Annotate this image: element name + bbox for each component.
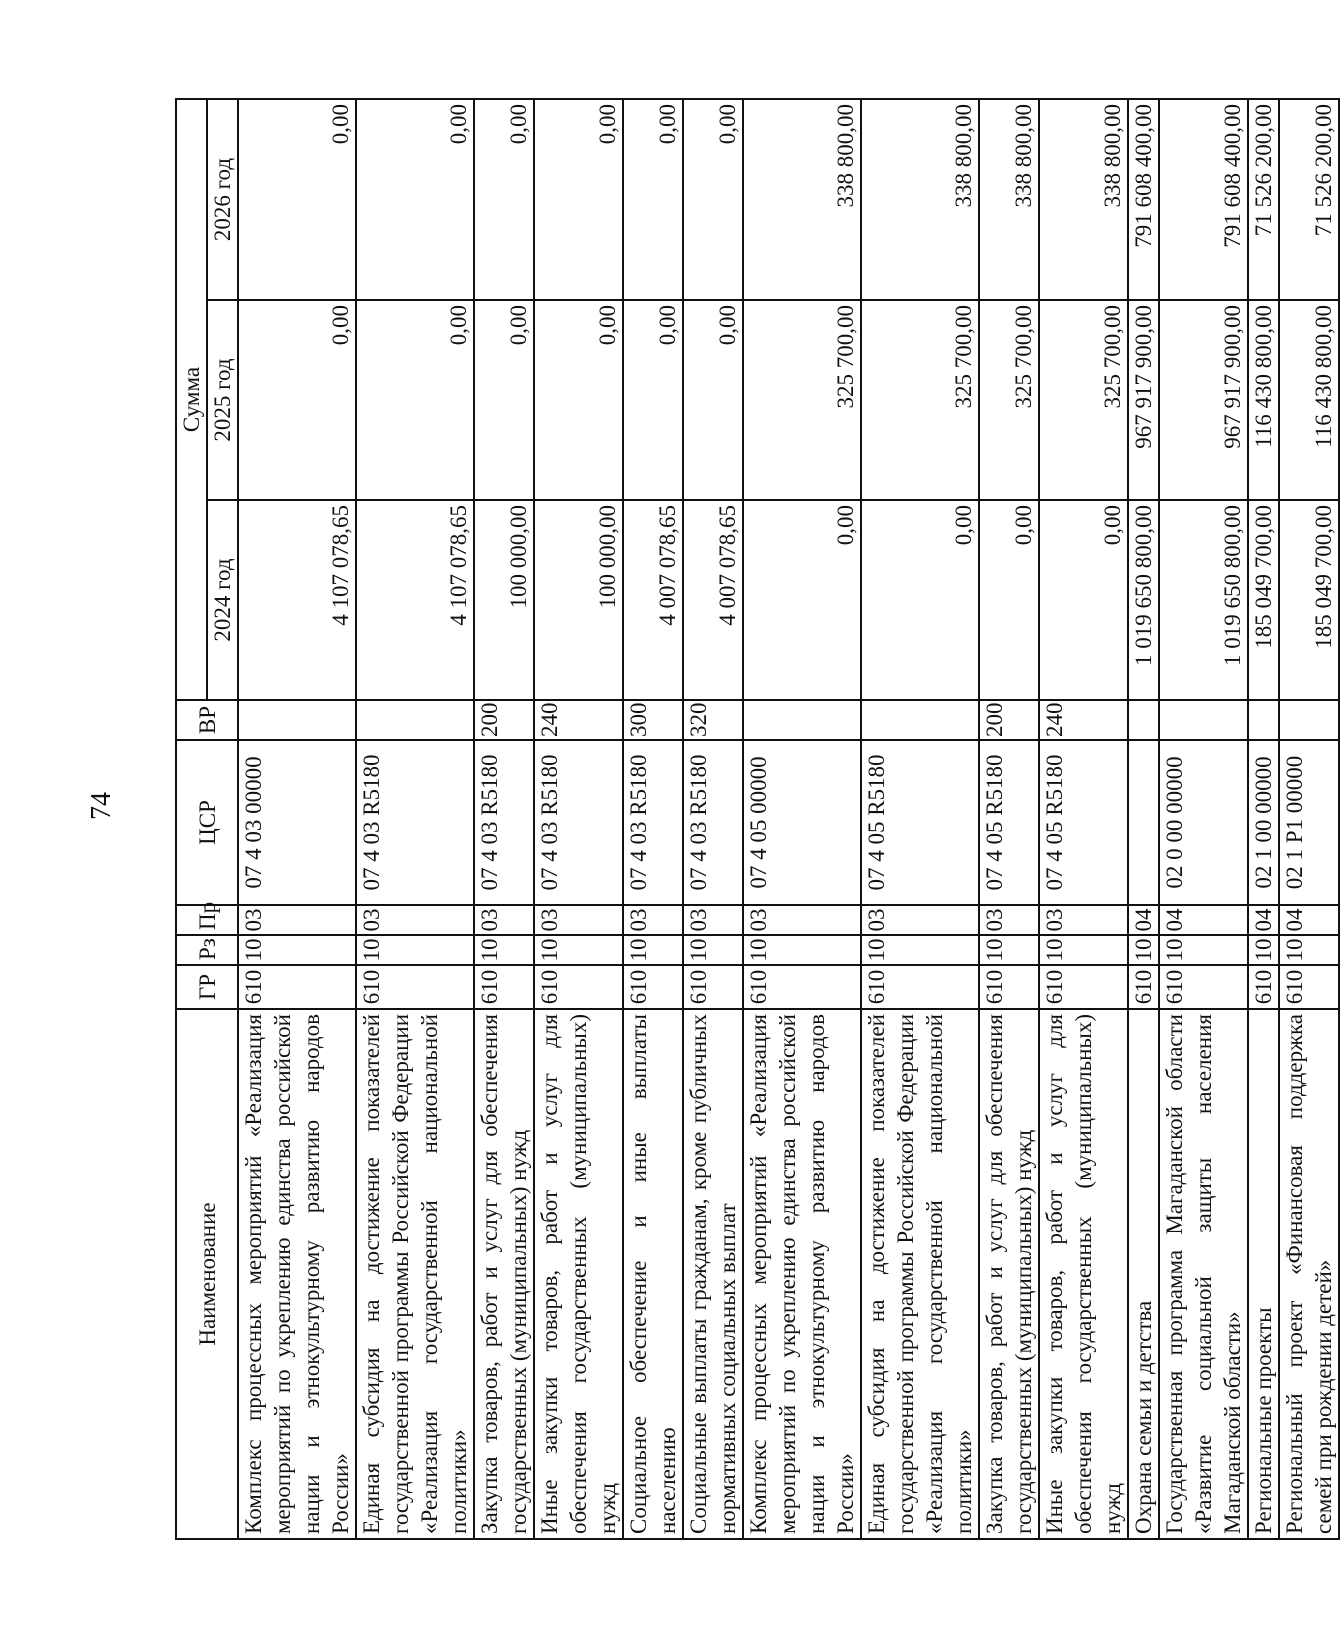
cell-2026: 71 526 200,00 (1248, 99, 1279, 300)
cell-pr: 03 (1039, 905, 1128, 935)
cell-csr: 02 0 00 00000 (1159, 740, 1248, 905)
cell-2026: 791 608 400,00 (1128, 99, 1159, 300)
cell-2025: 116 430 800,00 (1248, 300, 1279, 500)
cell-2026: 338 800,00 (979, 99, 1039, 300)
cell-2024: 0,00 (1039, 500, 1128, 700)
cell-2024: 1 019 650 800,00 (1128, 500, 1159, 700)
cell-name: Иные закупки товаров, работ и услуг для обеспечения государственных (муниципальных) нужд (1039, 1009, 1128, 1539)
cell-csr: 07 4 03 R5180 (356, 740, 474, 905)
cell-vr (1248, 700, 1279, 740)
cell-csr: 07 4 05 R5180 (861, 740, 979, 905)
cell-pr: 03 (743, 905, 861, 935)
cell-gr: 610 (1039, 965, 1128, 1009)
cell-name: Закупка товаров, работ и услуг для обеспечения государственных (муниципальных) нужд (474, 1009, 534, 1539)
cell-2026: 791 608 400,00 (1159, 99, 1248, 300)
cell-rz: 10 (1128, 935, 1159, 965)
cell-2025: 0,00 (474, 300, 534, 500)
cell-csr: 07 4 05 00000 (743, 740, 861, 905)
table-row (1128, 99, 1159, 1539)
cell-pr: 03 (356, 905, 474, 935)
cell-2026: 0,00 (683, 99, 743, 300)
cell-rz: 10 (1159, 935, 1248, 965)
cell-name: Иные закупки товаров, работ и услуг для обеспечения государственных (муниципальных) нужд (534, 1009, 623, 1539)
cell-2024: 0,00 (979, 500, 1039, 700)
cell-csr: 07 4 05 R5180 (979, 740, 1039, 905)
table-row (743, 99, 861, 1539)
cell-rz: 10 (683, 935, 743, 965)
cell-rz: 10 (1279, 935, 1339, 965)
table-row (238, 99, 356, 1539)
cell-pr: 04 (1159, 905, 1248, 935)
table-row (1279, 99, 1339, 1539)
cell-2025: 325 700,00 (743, 300, 861, 500)
header-row-1 (176, 99, 207, 1539)
cell-2025: 0,00 (534, 300, 623, 500)
cell-csr: 02 1 P1 00000 (1279, 740, 1339, 905)
cell-2026: 0,00 (623, 99, 683, 300)
cell-2024: 1 019 650 800,00 (1159, 500, 1248, 700)
cell-name: Государственная программа Магаданской области «Развитие социальной защиты населения Магаданской области» (1159, 1009, 1248, 1539)
cell-rz: 10 (534, 935, 623, 965)
cell-2025: 0,00 (238, 300, 356, 500)
cell-pr: 03 (623, 905, 683, 935)
cell-2026: 0,00 (356, 99, 474, 300)
cell-2024: 4 007 078,65 (623, 500, 683, 700)
cell-vr (238, 700, 356, 740)
cell-pr: 03 (534, 905, 623, 935)
cell-vr (1279, 700, 1339, 740)
cell-2025: 116 430 800,00 (1279, 300, 1339, 500)
cell-2024: 100 000,00 (474, 500, 534, 700)
cell-pr: 04 (1248, 905, 1279, 935)
header-sum: Сумма (176, 99, 207, 700)
table-row (861, 99, 979, 1539)
header-2025: 2025 год (207, 300, 238, 500)
cell-name: Региональный проект «Финансовая поддержка семей при рождении детей» (1279, 1009, 1339, 1539)
cell-name: Социальные выплаты гражданам, кроме публичных нормативных социальных выплат (683, 1009, 743, 1539)
table-row (623, 99, 683, 1539)
cell-2026: 0,00 (238, 99, 356, 300)
table-row (683, 99, 743, 1539)
table-body (238, 99, 1339, 1539)
cell-2026: 0,00 (474, 99, 534, 300)
cell-2025: 325 700,00 (861, 300, 979, 500)
cell-2025: 967 917 900,00 (1128, 300, 1159, 500)
cell-2024: 100 000,00 (534, 500, 623, 700)
cell-name: Единая субсидия на достижение показателей государственной программы Российской Федерации «Реализация государственной национальной политики» (356, 1009, 474, 1539)
table-row (356, 99, 474, 1539)
header-rz: Рз (176, 935, 238, 965)
cell-2025: 967 917 900,00 (1159, 300, 1248, 500)
page-number: 74 (86, 792, 117, 820)
cell-pr: 03 (238, 905, 356, 935)
cell-2024: 0,00 (743, 500, 861, 700)
table-row (1159, 99, 1248, 1539)
cell-name: Охрана семьи и детства (1128, 1009, 1159, 1539)
cell-csr: 07 4 03 R5180 (623, 740, 683, 905)
cell-name: Единая субсидия на достижение показателей государственной программы Российской Федерации «Реализация государственной национальной политики» (861, 1009, 979, 1539)
cell-2025: 0,00 (356, 300, 474, 500)
cell-rz: 10 (979, 935, 1039, 965)
cell-rz: 10 (1039, 935, 1128, 965)
cell-rz: 10 (238, 935, 356, 965)
cell-vr: 300 (623, 700, 683, 740)
cell-csr: 07 4 05 R5180 (1039, 740, 1128, 905)
cell-gr: 610 (1248, 965, 1279, 1009)
cell-csr (1128, 740, 1159, 905)
cell-2026: 338 800,00 (743, 99, 861, 300)
cell-gr: 610 (1128, 965, 1159, 1009)
cell-rz: 10 (356, 935, 474, 965)
cell-pr: 03 (861, 905, 979, 935)
header-pr: Пр (176, 905, 238, 935)
cell-csr: 02 1 00 00000 (1248, 740, 1279, 905)
cell-pr: 03 (979, 905, 1039, 935)
cell-vr (743, 700, 861, 740)
table-row (474, 99, 534, 1539)
cell-csr: 07 4 03 R5180 (474, 740, 534, 905)
cell-2024: 4 107 078,65 (356, 500, 474, 700)
cell-2025: 0,00 (623, 300, 683, 500)
cell-gr: 610 (474, 965, 534, 1009)
cell-gr: 610 (356, 965, 474, 1009)
header-name: Наименование (176, 1009, 238, 1539)
cell-pr: 03 (683, 905, 743, 935)
cell-2026: 71 526 200,00 (1279, 99, 1339, 300)
table-row (1248, 99, 1279, 1539)
cell-vr: 240 (1039, 700, 1128, 740)
cell-vr: 320 (683, 700, 743, 740)
cell-name: Региональные проекты (1248, 1009, 1279, 1539)
cell-rz: 10 (861, 935, 979, 965)
cell-vr: 200 (979, 700, 1039, 740)
cell-name: Закупка товаров, работ и услуг для обеспечения государственных (муниципальных) нужд (979, 1009, 1039, 1539)
cell-pr: 03 (474, 905, 534, 935)
cell-vr: 240 (534, 700, 623, 740)
cell-rz: 10 (474, 935, 534, 965)
budget-table (175, 98, 1340, 1540)
table-row (979, 99, 1039, 1539)
cell-pr: 04 (1128, 905, 1159, 935)
cell-name: Социальное обеспечение и иные выплаты населению (623, 1009, 683, 1539)
header-gr: ГР (176, 965, 238, 1009)
cell-rz: 10 (743, 935, 861, 965)
cell-gr: 610 (1279, 965, 1339, 1009)
cell-gr: 610 (534, 965, 623, 1009)
cell-csr: 07 4 03 00000 (238, 740, 356, 905)
header-2026: 2026 год (207, 99, 238, 300)
cell-csr: 07 4 03 R5180 (534, 740, 623, 905)
cell-rz: 10 (1248, 935, 1279, 965)
table-row (1039, 99, 1128, 1539)
cell-2024: 0,00 (861, 500, 979, 700)
cell-2024: 185 049 700,00 (1279, 500, 1339, 700)
cell-vr (1159, 700, 1248, 740)
cell-name: Комплекс процессных мероприятий «Реализация мероприятий по укреплению единства российской нации и этнокультурному развитию народов России» (238, 1009, 356, 1539)
cell-2026: 0,00 (534, 99, 623, 300)
cell-vr (1128, 700, 1159, 740)
cell-csr: 07 4 03 R5180 (683, 740, 743, 905)
cell-vr (861, 700, 979, 740)
cell-2024: 4 007 078,65 (683, 500, 743, 700)
cell-pr: 04 (1279, 905, 1339, 935)
cell-gr: 610 (743, 965, 861, 1009)
table-row (534, 99, 623, 1539)
cell-2025: 325 700,00 (979, 300, 1039, 500)
cell-vr: 200 (474, 700, 534, 740)
cell-gr: 610 (623, 965, 683, 1009)
header-2024: 2024 год (207, 500, 238, 700)
cell-2024: 185 049 700,00 (1248, 500, 1279, 700)
header-vr: ВР (176, 700, 238, 740)
cell-2024: 4 107 078,65 (238, 500, 356, 700)
header-csr: ЦСР (176, 740, 238, 905)
cell-gr: 610 (861, 965, 979, 1009)
cell-name: Комплекс процессных мероприятий «Реализация мероприятий по укреплению единства российской нации и этнокультурному развитию народов России» (743, 1009, 861, 1539)
cell-gr: 610 (683, 965, 743, 1009)
cell-rz: 10 (623, 935, 683, 965)
cell-2026: 338 800,00 (861, 99, 979, 300)
cell-gr: 610 (238, 965, 356, 1009)
cell-2025: 325 700,00 (1039, 300, 1128, 500)
cell-vr (356, 700, 474, 740)
cell-2026: 338 800,00 (1039, 99, 1128, 300)
budget-table-container (175, 100, 1336, 1540)
cell-2025: 0,00 (683, 300, 743, 500)
cell-gr: 610 (979, 965, 1039, 1009)
cell-gr: 610 (1159, 965, 1248, 1009)
